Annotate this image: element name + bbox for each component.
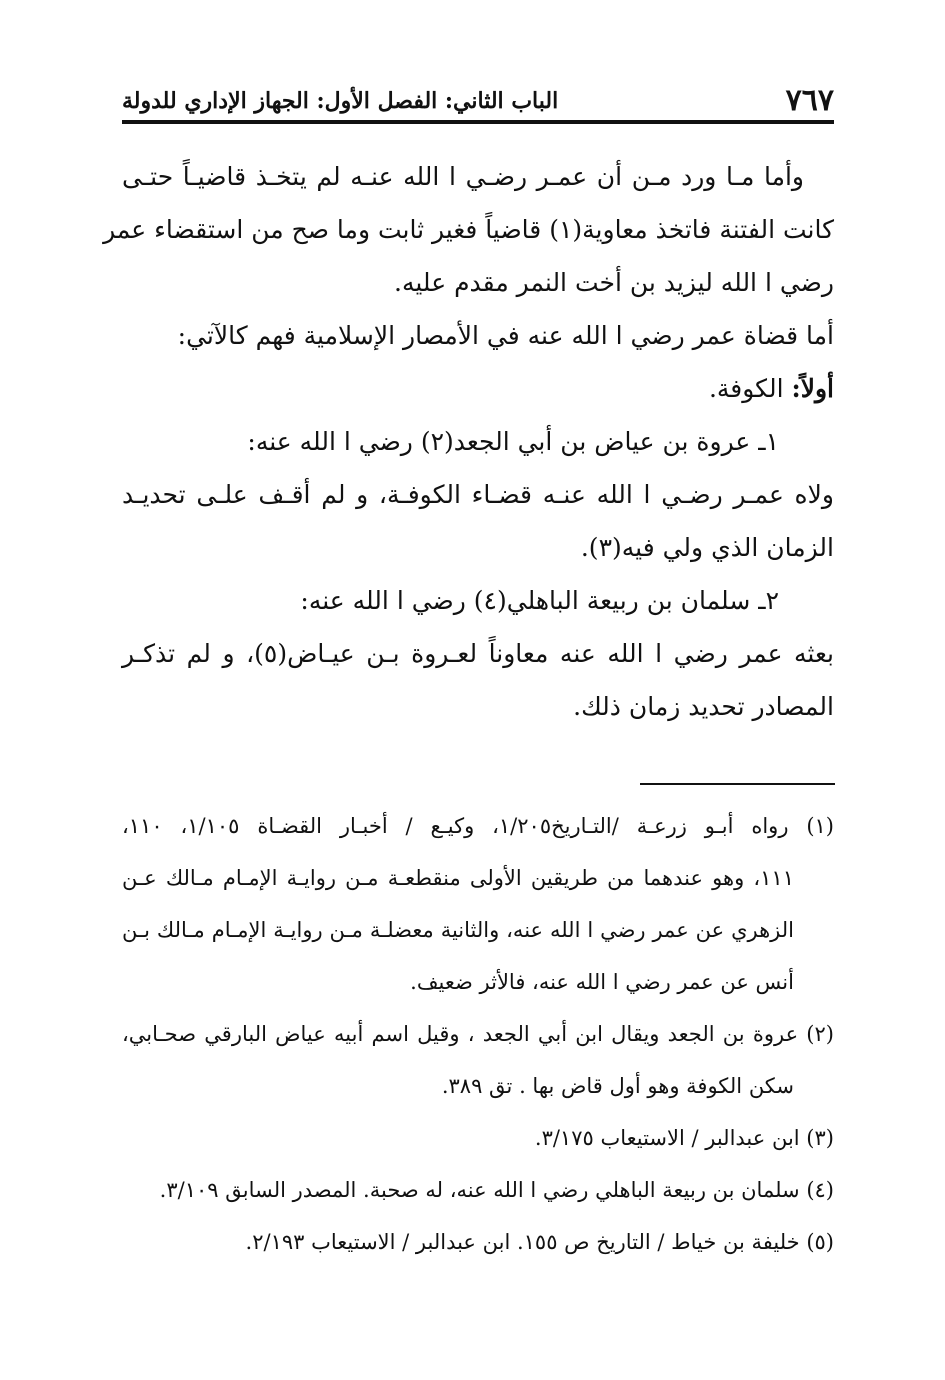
footnotes — [122, 800, 834, 1268]
footnote-separator — [640, 783, 835, 785]
page-number: ٧٦٧ — [785, 83, 834, 118]
footnote-line: (٢) عروة بن الجعد ويقال ابن أبي الجعد ، وقيل اسم أبيه عياض البارقي صحـابي، — [122, 1022, 834, 1046]
section-label: أولاً: — [791, 374, 834, 403]
paragraph-line: الزمان الذي ولي فيه(٣). — [580, 533, 834, 562]
paragraph-line: أما قضاة عمر رضي ا الله عنه في الأمصار الإسلامية فهم كالآتي: — [177, 321, 834, 350]
footnote-line: الزهري عن عمر رضي ا الله عنه، والثانية معضلـة مـن روايـة الإمـام مـالك بـن — [122, 918, 794, 942]
footnote-line: (٥) خليفة بن خياط / التاريخ ص ١٥٥. ابن عبدالبر / الاستيعاب ٢/١٩٣. — [245, 1230, 834, 1254]
paragraph-line: وأما مـا ورد مـن أن عمـر رضـي ا الله عنـه لم يتخـذ قاضيـاً حتـى — [122, 162, 804, 191]
footnote-line: (٤) سلمان بن ربيعة الباهلي رضي ا الله عنه، له صحبة. المصدر السابق ٣/١٠٩. — [159, 1178, 834, 1202]
section-heading — [122, 362, 834, 415]
paragraph-line: بعثه عمر رضي ا الله عنه معاوناً لعـروة بـن عيـاض(٥)، و لم تذكـر — [122, 639, 834, 668]
chapter-title: الباب الثاني: الفصل الأول: الجهاز الإداري للدولة — [122, 88, 559, 114]
running-header — [122, 80, 834, 124]
footnote-line: أنس عن عمر رضي ا الله عنه، فالأثر ضعيف. — [410, 970, 794, 994]
main-text — [103, 150, 834, 733]
footnote-line: (١) رواه أبـو زرعـة /التـاريخ١/٢٠٥، وكيـع / أخبـار القضـاة ١/١٠٥، ١١٠، — [122, 814, 834, 838]
footnote-line: سكن الكوفة وهو أول قاض بها . تق ٣٨٩. — [441, 1074, 794, 1098]
paragraph-line: كانت الفتنة فاتخذ معاوية(١) قاضياً فغير ثابت وما صح من استقضاء عمر — [103, 215, 834, 244]
item-heading: ٢ـ سلمان بن ربيعة الباهلي(٤) رضي ا الله عنه: — [300, 586, 779, 615]
footnote-line: (٣) ابن عبدالبر / الاستيعاب ٣/١٧٥. — [534, 1126, 834, 1150]
section-title: الكوفة. — [708, 374, 792, 403]
item-heading: ١ـ عروة بن عياض بن أبي الجعد(٢) رضي ا الله عنه: — [247, 427, 779, 456]
paragraph-line: المصادر تحديد زمان ذلك. — [573, 692, 834, 721]
paragraph-line: رضي ا الله ليزيد بن أخت النمر مقدم عليه. — [394, 268, 834, 297]
paragraph-line: ولاه عمـر رضـي ا الله عنـه قضـاء الكوفـة، و لم أقـف علـى تحديـد — [122, 480, 834, 509]
footnote-line: ١١١، وهو عندهما من طريقين الأولى منقطعـة مـن روايـة الإمـام مـالك عـن — [122, 866, 794, 890]
